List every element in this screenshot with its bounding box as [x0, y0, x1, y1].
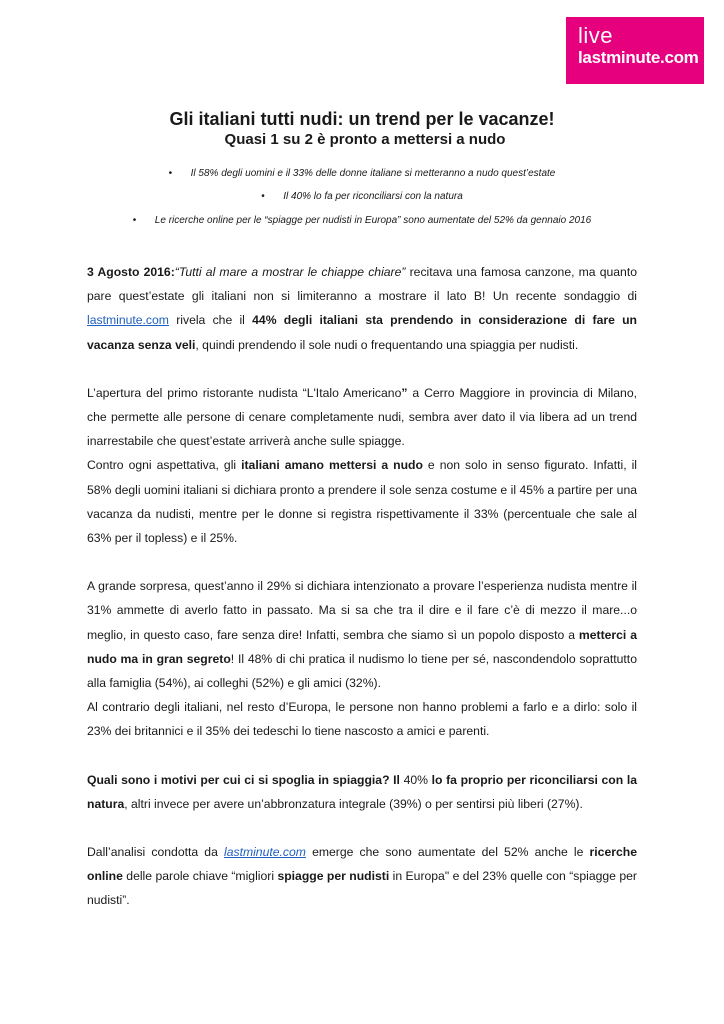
highlight-text: Le ricerche online per le “spiagge per nudisti in Europa” sono aumentate del 52% da gennaio 2016: [154, 215, 592, 226]
paragraph-restaurant: [87, 381, 637, 454]
text: , altri invece per avere un’abbronzatura integrale (39%) o per sentirsi più liberi (27%).: [124, 796, 583, 811]
page-title: Gli italiani tutti nudi: un trend per le vacanze!: [169, 109, 555, 129]
text: e non solo in senso figurato. Infatti, il 58% degli uomini italiani si dichiara pronto a prendere il sole senza costume e il 45% a partire per una vacanza da nudisti, mentre per le donne si registra rispettivamente il 33% (percentuale che sale al 63% per il topless) e il 25%.: [87, 458, 637, 546]
text: in Europa" e del 23% quelle con “spiagge per nudisti”.: [87, 869, 637, 908]
bold-text: 44% degli italiani sta prendendo in considerazione di fare un vacanza senza veli: [87, 313, 637, 352]
bold-text: ricerche online: [87, 845, 637, 884]
highlight-item: [0, 190, 724, 204]
highlight-text: Il 40% lo fa per riconciliarsi con la natura: [283, 191, 463, 202]
page-subtitle: Quasi 1 su 2 è pronto a mettersi a nudo: [224, 131, 506, 148]
bold-text: Quali sono i motivi per cui ci si spoglia in spiaggia? Il: [87, 772, 400, 787]
paragraph-motives: [87, 768, 637, 816]
paragraph-expectations: [87, 453, 637, 550]
text: a Cerro Maggiore in provincia di Milano, che permette alle persone di cenare completamente nudi, sembra aver dato il via libera ad un trend inarrestabile che quest’estate arriverà anche sulle spiagge.: [87, 385, 637, 449]
highlight-item: [0, 214, 724, 228]
highlight-text: Il 58% degli uomini e il 33% delle donne italiane si metteranno a nudo quest’estate: [190, 168, 556, 179]
text: A grande sorpresa, quest’anno il 29% si dichiara intenzionato a provare l’esperienza nudista mentre il 31% ammette di averlo fatto in passato. Ma si sa che tra il dire e il fare c’è di mezzo il mare...o meglio, in questo caso, fare senza dire! Infatti, sembra che siamo sì un popolo disposto a: [87, 579, 637, 642]
bold-text: ”: [401, 385, 408, 400]
logo-line-brand: lastminute.com: [578, 48, 699, 67]
bullet-icon: •: [132, 215, 137, 226]
bullet-icon: •: [261, 191, 265, 202]
text: Contro ogni aspettativa, gli: [87, 458, 242, 473]
text: 40%: [399, 772, 432, 787]
text: L’apertura del primo ristorante nudista “L'Italo Americano: [87, 385, 402, 400]
bold-text: metterci a nudo ma in gran segreto: [87, 627, 637, 666]
lastminute-link[interactable]: lastminute.com: [223, 845, 306, 860]
text: recitava una famosa canzone, ma quanto pare quest’estate gli italiani non si limiteranno a mostrare il lato B! Un recente sondaggio di: [87, 265, 637, 304]
paragraph-surprise: [87, 574, 637, 695]
highlight-item: [0, 167, 724, 181]
text: Al contrario degli italiani, nel resto d’Europa, le persone non hanno problemi a farlo e a dirlo: solo il 23% dei britannici e il 35% dei tedeschi lo tiene nascosto a amici e parenti.: [87, 700, 637, 739]
text: rivela che il: [168, 313, 253, 328]
bullet-icon: •: [168, 168, 173, 179]
bold-text: spiagge per nudisti: [277, 869, 390, 884]
logo-line-live: live: [578, 23, 614, 48]
lastminute-live-logo: [566, 17, 704, 84]
date-label: 3 Agosto 2016:: [87, 265, 175, 279]
bold-text: italiani amano mettersi a nudo: [241, 458, 423, 473]
paragraph-intro: [87, 260, 637, 357]
text: Dall’analisi condotta da: [87, 845, 224, 860]
song-quote: “Tutti al mare a mostrar le chiappe chiare”: [174, 265, 406, 279]
text: ! Il 48% di chi pratica il nudismo lo tiene per sé, nascondendolo soprattutto alla famiglia (54%), ai colleghi (52%) e gli amici (32%).: [87, 651, 637, 691]
text: , quindi prendendo il sole nudi o frequentando una spiaggia per nudisti.: [195, 337, 579, 352]
paragraph-searches: [87, 840, 637, 913]
text: delle parole chiave “migliori: [122, 869, 278, 884]
article-body: [87, 260, 637, 913]
lastminute-link[interactable]: lastminute.com: [87, 313, 169, 328]
bold-text: lo fa proprio per riconciliarsi con la natura: [87, 772, 637, 811]
text: emerge che sono aumentate del 52% anche le: [305, 845, 590, 860]
paragraph-europe: [87, 695, 637, 743]
